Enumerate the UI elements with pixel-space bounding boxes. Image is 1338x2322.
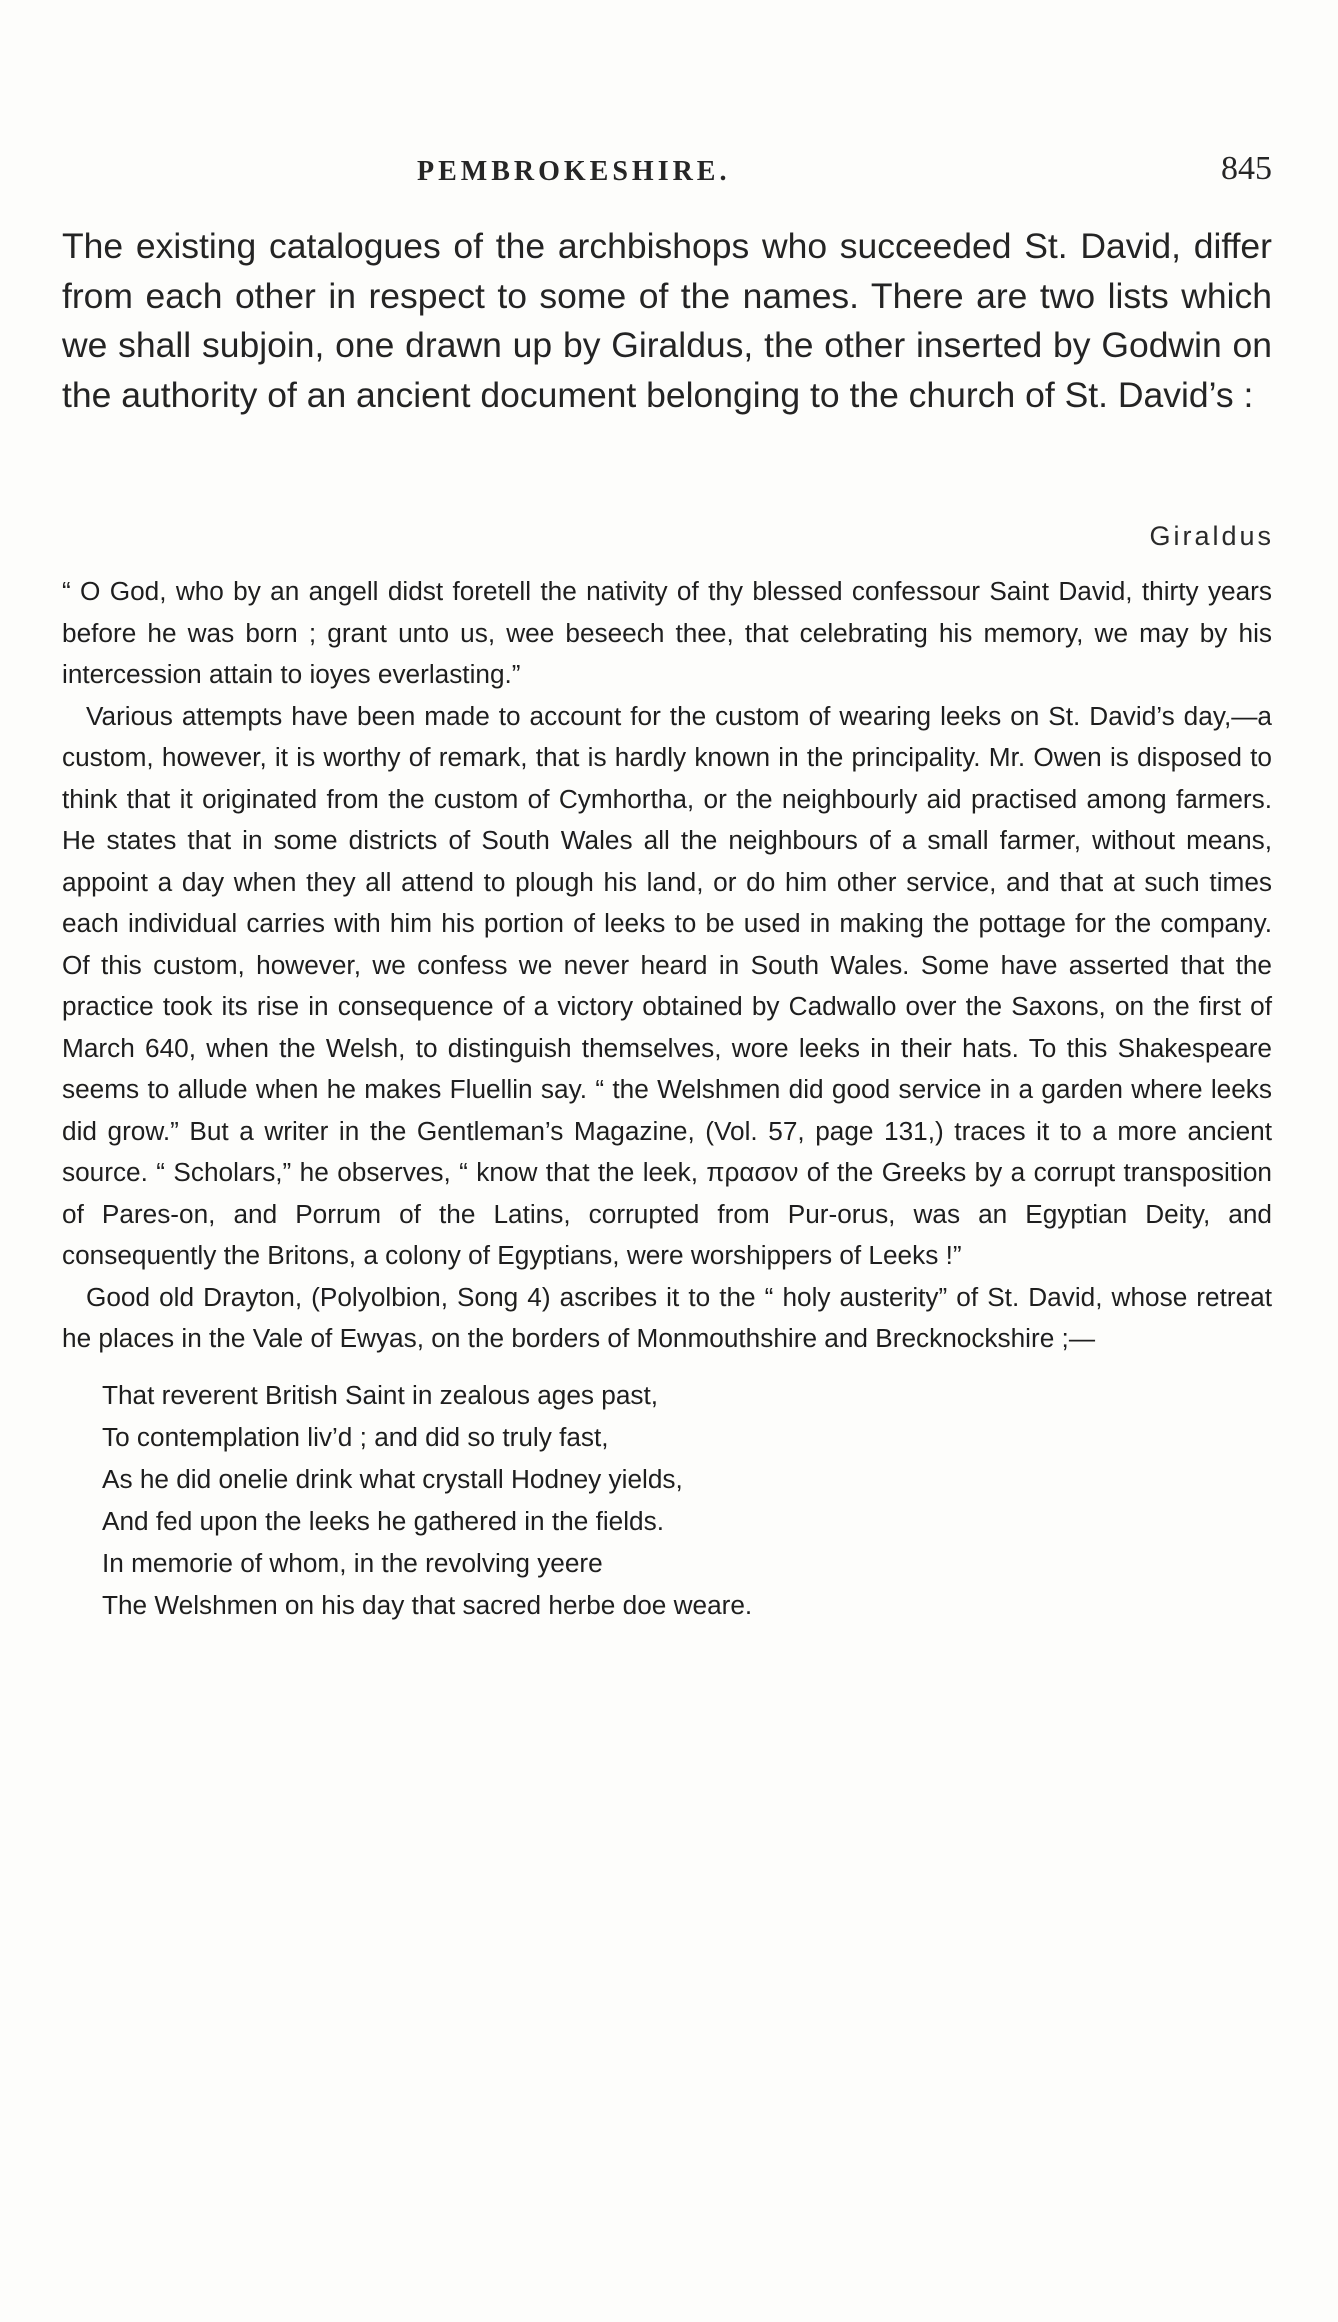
verse-line: The Welshmen on his day that sacred herbe doe weare. bbox=[102, 1589, 753, 1620]
verse-line: In memorie of whom, in the revolving yeere bbox=[102, 1547, 603, 1578]
verse-line: And fed upon the leeks he gathered in the fields. bbox=[102, 1505, 664, 1536]
body-text bbox=[62, 571, 1272, 1626]
drayton-paragraph: Good old Drayton, (Polyolbion, Song 4) ascribes it to the “ holy austerity” of St. David, whose retreat he places in the Vale of Ewyas, on the borders of Monmouthshire and Brecknockshire ;— bbox=[62, 1281, 1272, 1353]
verse-line: To contemplation liv’d ; and did so truly fast, bbox=[102, 1421, 609, 1452]
prayer-paragraph: “ O God, who by an angell didst foretell the nativity of thy blessed confessour Saint David, thirty years before he was born ; grant unto us, wee beseech thee, that celebrating his memory, we may by his intercession attain to ioyes everlasting.” bbox=[62, 576, 1272, 689]
leeks-custom-paragraph: Various attempts have been made to account for the custom of wearing leeks on St. David’s day,—a custom, however, it is worthy of remark, that is hardly known in the principality. Mr. Owen is disposed to think that it originated from the custom of Cymhortha, or the neighbourly aid practised among farmers. He states that in some districts of South Wales all the neighbours of a small farmer, without means, appoint a day when they all attend to plough his land, or do him other service, and that at such times each individual carries with him his portion of leeks to be used in making the pottage for the company. Of this custom, however, we confess we never heard in South Wales. Some have asserted that the practice took its rise in consequence of a victory obtained by Cadwallo over the Saxons, on the first of March 640, when the Welsh, to distinguish themselves, wore leeks in their hats. To this Shakespeare seems to allude when he makes Fluellin say. “ the Welshmen did good service in a garden where leeks did grow.” But a writer in the Gentleman’s Magazine, (Vol. 57, page 131,) traces it to a more ancient source. “ Scholars,” he observes, “ know that the leek, πρασον of the Greeks by a corrupt transposition of Pares-on, and Porrum of the Latins, corrupted from Pur-orus, was an Egyptian Deity, and consequently the Britons, a colony of Egyptians, were worshippers of Leeks !” bbox=[62, 700, 1272, 1270]
lead-paragraph: The existing catalogues of the archbishops who succeeded St. David, differ from each other in respect to some of the names. There are two lists which we shall subjoin, one drawn up by Giraldus, the other inserted by Godwin on the authority of an ancient document belonging to the church of St. David’s : bbox=[62, 226, 1272, 415]
verse-quotation bbox=[102, 1374, 1272, 1626]
running-header bbox=[62, 150, 1282, 196]
running-title: PEMBROKESHIRE. bbox=[417, 156, 731, 187]
verse-line: As he did onelie drink what crystall Hodney yields, bbox=[102, 1463, 683, 1494]
page-number: 845 bbox=[1221, 150, 1272, 187]
attribution-giraldus: Giraldus bbox=[1149, 521, 1274, 551]
verse-line: That reverent British Saint in zealous ages past, bbox=[102, 1379, 659, 1410]
